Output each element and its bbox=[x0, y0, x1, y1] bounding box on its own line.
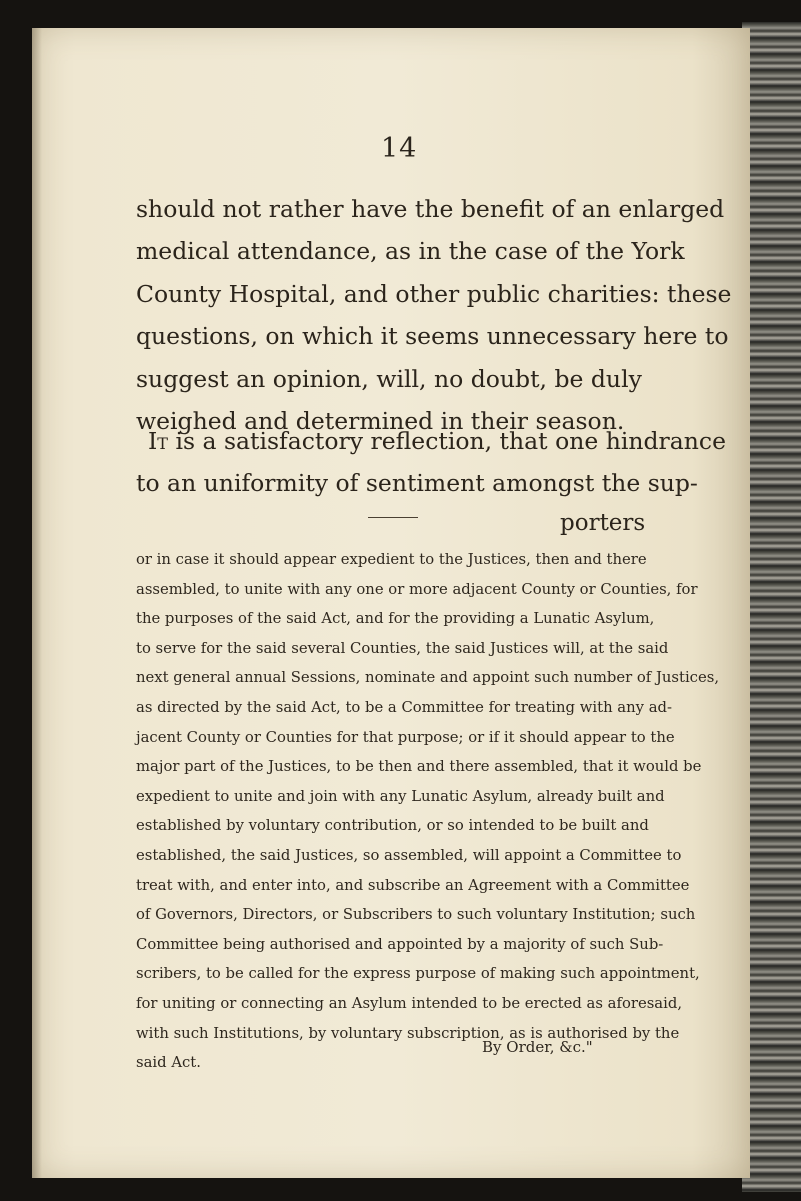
catchword: porters bbox=[560, 510, 646, 536]
footnote-line: the purposes of the said Act, and for the providing a Lunatic Asylum, bbox=[136, 610, 655, 628]
signature-line: By Order, &c." bbox=[482, 1038, 593, 1056]
footnote-block bbox=[136, 545, 720, 1078]
footnote-line: assembled, to unite with any one or more adjacent County or Counties, for bbox=[136, 580, 698, 598]
paragraph-2-line: to an uniformity of sentiment amongst the sup- bbox=[136, 469, 698, 498]
footnote-line: said Act. bbox=[136, 1054, 201, 1072]
footnote-line: Committee being authorised and appointed by a majority of such Sub- bbox=[136, 935, 664, 953]
paragraph-1-line: County Hospital, and other public charities: these bbox=[136, 279, 732, 308]
paragraph-2-initial: It bbox=[148, 427, 168, 455]
footnote-line: jacent County or Counties for that purpose; or if it should appear to the bbox=[136, 728, 675, 746]
footnote-line: with such Institutions, by voluntary subscription, as is authorised by the bbox=[136, 1024, 680, 1042]
page-number: 14 bbox=[381, 133, 418, 164]
footnote-line: next general annual Sessions, nominate and appoint such number of Justices, bbox=[136, 669, 720, 687]
paragraph-1-line: should not rather have the benefit of an enlarged bbox=[136, 195, 725, 223]
paragraph-1-line: weighed and determined in their season. bbox=[136, 407, 625, 436]
paragraph-2-line-text: is a satisfactory reflection, that one hindrance bbox=[167, 427, 727, 455]
footnote-rule bbox=[368, 517, 418, 518]
footnote-line: scribers, to be called for the express purpose of making such appointment, bbox=[136, 965, 700, 983]
footnote-line: established, the said Justices, so assembled, will appoint a Committee to bbox=[136, 846, 682, 864]
book-spine-edge bbox=[742, 22, 801, 1192]
footnote-line: treat with, and enter into, and subscribe an Agreement with a Committee bbox=[136, 876, 690, 894]
paragraph-2 bbox=[136, 420, 727, 505]
footnote-line: expedient to unite and join with any Lunatic Asylum, already built and bbox=[136, 787, 665, 805]
footnote-line: or in case it should appear expedient to the Justices, then and there bbox=[136, 551, 647, 568]
footnote-line: of Governors, Directors, or Subscribers to such voluntary Institution; such bbox=[136, 906, 696, 924]
paragraph-1-line: questions, on which it seems unnecessary here to bbox=[136, 322, 729, 351]
footnote-line: major part of the Justices, to be then and there assembled, that it would be bbox=[136, 758, 702, 776]
footnote-line: established by voluntary contribution, or so intended to be built and bbox=[136, 817, 649, 835]
paragraph-2-line bbox=[136, 420, 727, 462]
paragraph-1-line: medical attendance, as in the case of the York bbox=[136, 237, 685, 266]
footnote-line: as directed by the said Act, to be a Committee for treating with any ad- bbox=[136, 698, 673, 716]
footnote-line: for uniting or connecting an Asylum intended to be erected as aforesaid, bbox=[136, 994, 683, 1012]
paragraph-1-line: suggest an opinion, will, no doubt, be duly bbox=[136, 364, 642, 393]
footnote-line: to serve for the said several Counties, the said Justices will, at the said bbox=[136, 639, 669, 657]
